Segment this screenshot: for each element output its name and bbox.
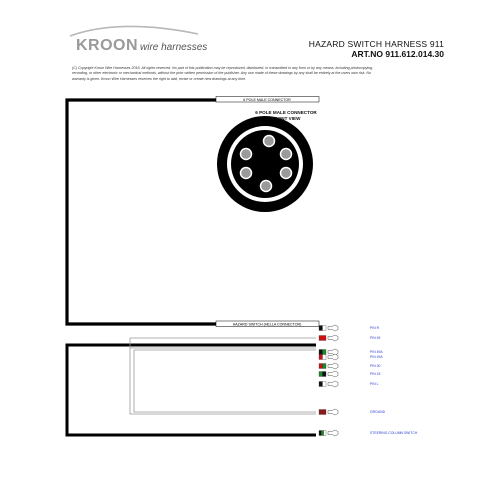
drawing-title: HAZARD SWITCH HARNESS 911 [308, 39, 444, 49]
ground-terminal [328, 409, 338, 415]
connector-pin [264, 136, 275, 147]
pin-terminal [328, 354, 338, 360]
pin-terminal [328, 325, 338, 331]
pin-terminal [328, 381, 338, 387]
pin-wire-end [319, 350, 323, 355]
steering-column-label: STEERING COLUMN SWITCH [370, 430, 418, 435]
steering-column-wire-end [324, 431, 326, 436]
pin-wire-end [323, 372, 327, 377]
bottom-cable-label: HAZARD SWITCH (HELLA CONNECTOR) [232, 322, 302, 327]
pin-terminal [328, 371, 338, 377]
pin-label: PIN L [370, 381, 379, 386]
pin-wire-end [319, 382, 323, 387]
inner-bundle-outer [130, 348, 316, 414]
steering-column-terminal [328, 430, 338, 436]
inner-bundle-inner [134, 350, 316, 412]
ground-label: GROUND [370, 409, 386, 414]
pin-wire-end [323, 355, 327, 360]
pin-wire-end [319, 355, 323, 360]
copyright-notice: (C) Copyright Kroon Wire Harnesses 2016. All rights reserved. No part of this publication may be reproduced, distributed, or transmitted in any form or by any means, including photocopying, recording, or other electronic or mechanical methods, without the prior written permission of the publisher. Any use made of these drawings by any shall be entirely at the users own risk. No warranty is given. Kroon Wire Harnesses reserves the right to add, revise or create new drawings at any time. [72, 66, 374, 81]
pin-terminal [328, 363, 338, 369]
top-cable-label: 6 POLE MALE CONNECTOR [243, 97, 291, 102]
pin-label: PIN 15 [370, 371, 381, 376]
pin-label: PIN 49A [370, 349, 383, 354]
connector-pin [261, 181, 272, 192]
steering-column-wire-end [321, 431, 323, 436]
pin-wire-end [319, 372, 323, 377]
connector-title: 6 POLE MALE CONNECTOR [255, 110, 317, 115]
connector-pin [241, 168, 252, 179]
logo-brand: KROON [76, 37, 139, 54]
pin-wire-end [323, 350, 327, 355]
pin-wire-end [323, 382, 327, 387]
ground-wire-end [319, 410, 326, 415]
pin-label: PIN 49 [370, 335, 381, 340]
pin-label: PIN R [370, 325, 380, 330]
pin-label: PIN 30 [370, 363, 381, 368]
connector-pin [241, 149, 252, 160]
pin-wire-end [319, 326, 323, 331]
logo-tagline: wire harnesses [140, 42, 208, 53]
pin-wire-end [319, 336, 326, 341]
article-number: ART.NO 911.612.014.30 [351, 49, 444, 59]
pin-wire-end [323, 364, 327, 369]
pin-terminal [328, 335, 338, 341]
pin-terminals [319, 325, 338, 436]
pin-terminal [328, 349, 338, 355]
pin-wire-end [319, 364, 323, 369]
connector-caption [236, 110, 336, 121]
connector-subtitle: FRONT VIEW [271, 115, 301, 121]
pin-wire-end [323, 326, 327, 331]
lower-cable [67, 345, 316, 435]
connector-pin [281, 168, 292, 179]
pin-label: PIN 49A [370, 354, 383, 359]
steering-column-wire-end [319, 431, 321, 436]
connector-pin [281, 149, 292, 160]
